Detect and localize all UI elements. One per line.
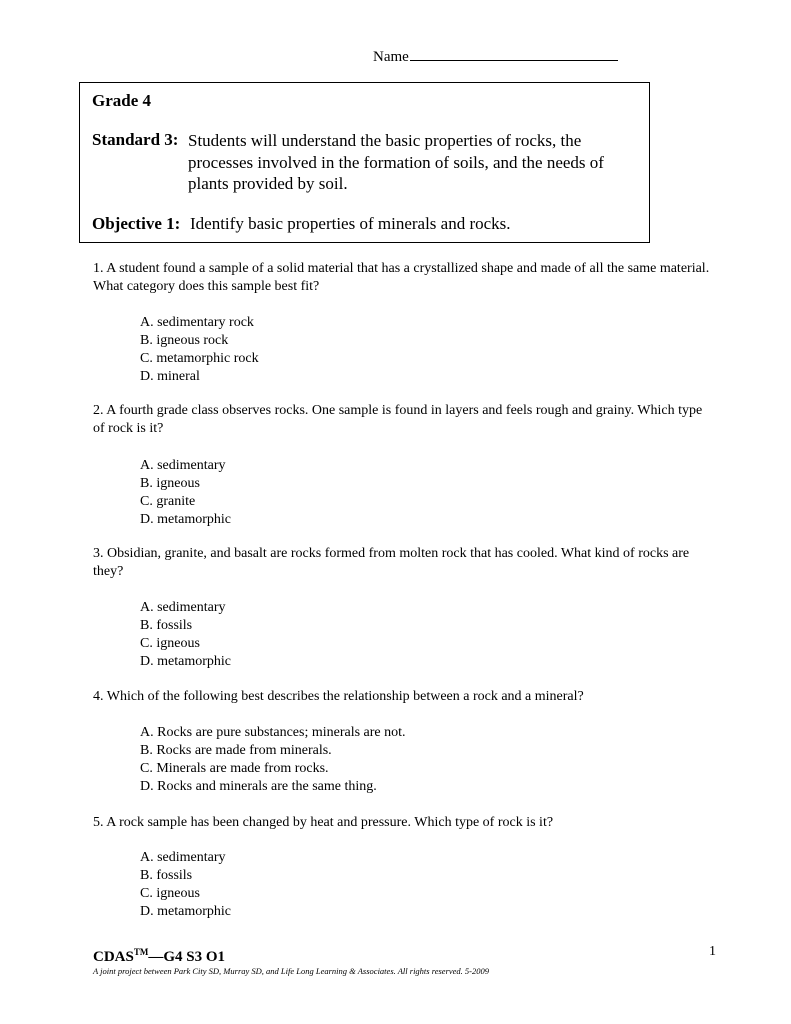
option-c: C. granite xyxy=(140,494,196,509)
option-d: D. metamorphic xyxy=(140,512,231,527)
option-c: C. metamorphic rock xyxy=(140,351,259,366)
standard-text: Students will understand the basic properties of rocks, the processes involved in the formation of soils, and the needs of plants provided by soil. xyxy=(188,131,604,193)
code-prefix: CDAS xyxy=(93,949,134,965)
option-c: C. igneous xyxy=(140,636,200,651)
objective-label: Objective 1: xyxy=(92,214,181,233)
question-4-options xyxy=(140,724,406,796)
question-4: 4. Which of the following best describes the relationship between a rock and a mineral? xyxy=(93,689,584,704)
option-a: A. sedimentary rock xyxy=(140,315,254,330)
option-b: B. igneous xyxy=(140,476,200,491)
name-label: Name xyxy=(373,49,409,65)
code-suffix: —G4 S3 O1 xyxy=(148,949,226,965)
copyright-note: A joint project between Park City SD, Murray SD, and Life Long Learning & Associates. All rights reserved. 5-2009 xyxy=(93,966,490,976)
name-field[interactable] xyxy=(373,46,618,66)
option-b: B. Rocks are made from minerals. xyxy=(140,743,332,758)
document-code xyxy=(93,947,225,966)
question-2-options xyxy=(140,457,231,529)
objective-text: Identify basic properties of minerals and rocks. xyxy=(190,214,511,233)
option-a: A. sedimentary xyxy=(140,600,226,615)
page-number: 1 xyxy=(709,944,716,959)
option-c: C. igneous xyxy=(140,886,200,901)
option-d: D. mineral xyxy=(140,369,200,384)
option-a: A. sedimentary xyxy=(140,458,226,473)
option-a: A. sedimentary xyxy=(140,850,226,865)
option-c: C. Minerals are made from rocks. xyxy=(140,761,329,776)
question-5-options xyxy=(140,849,231,921)
option-d: D. metamorphic xyxy=(140,654,231,669)
trademark-mark: TM xyxy=(133,947,149,957)
question-2: 2. A fourth grade class observes rocks. One sample is found in layers and feels rough and grainy. Which type of rock is it? xyxy=(93,403,703,436)
option-b: B. fossils xyxy=(140,618,193,633)
option-b: B. igneous rock xyxy=(140,333,229,348)
question-3-options xyxy=(140,599,231,671)
standard-box xyxy=(79,82,650,243)
option-d: D. metamorphic xyxy=(140,904,231,919)
standard-label: Standard 3: xyxy=(92,130,179,149)
question-5: 5. A rock sample has been changed by heat and pressure. Which type of rock is it? xyxy=(93,815,554,830)
question-3: 3. Obsidian, granite, and basalt are rocks formed from molten rock that has cooled. What kind of rocks are they? xyxy=(93,546,690,579)
option-a: A. Rocks are pure substances; minerals are not. xyxy=(140,725,406,740)
option-d: D. Rocks and minerals are the same thing. xyxy=(140,779,377,794)
grade-heading: Grade 4 xyxy=(92,91,152,110)
question-1: 1. A student found a sample of a solid material that has a crystallized shape and made of all the same material. What category does this sample best fit? xyxy=(93,261,710,294)
question-1-options xyxy=(140,314,259,386)
name-blank-line[interactable] xyxy=(410,46,618,61)
option-b: B. fossils xyxy=(140,868,193,883)
